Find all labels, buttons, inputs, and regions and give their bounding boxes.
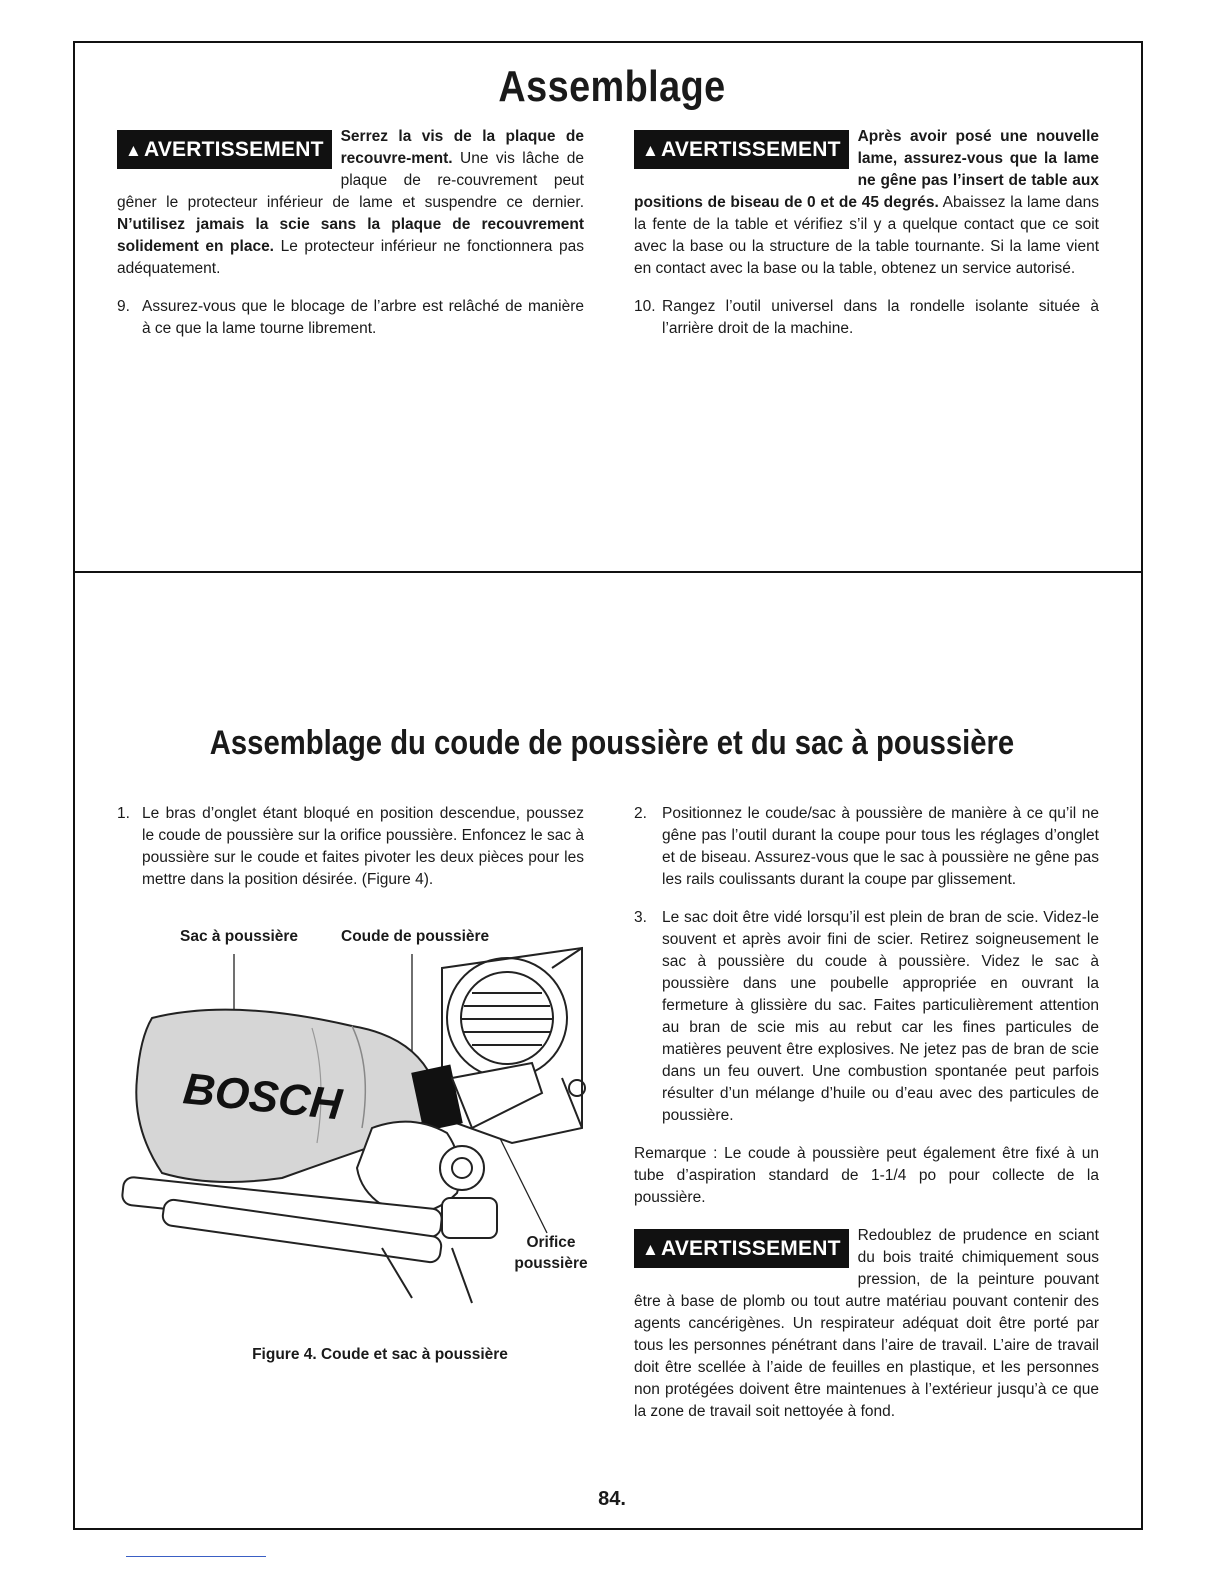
step-text: Le bras d’onglet étant bloqué en position descendue, poussez le coude de poussière sur la orifice poussière. Enfoncez le sac à poussière sur le coude et faites pivoter les deux pièces pour les mettre dans la position désirée. (Figure 4). — [142, 805, 584, 888]
warning-text: Abaissez la lame dans la fente de la table et vérifiez s’il y a quelque contact que ce soit avec la base ou la structure de la table tournante. Si la lame vient en contact avec la base ou la table, obtenez un service autorisé. — [634, 194, 1099, 277]
step-text: Assurez-vous que le blocage de l’arbre est relâché de manière à ce que la lame tourne librement. — [142, 298, 584, 337]
top-left-column — [117, 126, 584, 340]
bag-brand-text: BOSCH — [180, 1064, 345, 1130]
list-item — [117, 803, 584, 891]
warning-text: Une vis lâche de plaque de re-couvrement peut gêner le protecteur inférieur de lame et suspendre ce dernier. — [117, 150, 584, 211]
footer-line — [126, 1556, 266, 1557]
figure-caption: Figure 4. Coude et sac à poussière — [252, 1346, 508, 1363]
warning-text: Redoublez de prudence en sciant du bois traité chimiquement sous pression, de la peinture pouvant être à base de plomb ou tout autre matériau pouvant contenir des agents cancérigènes. Un respirateur adéquat doit être porté par tous les personnes pénétrant dans l’aire de travail. L’aire de travail doit être scellée à l’aide de feuilles en plastique, et les personnes non protégées doivent être maintenues à l’extérieur jusqu’à ce que la zone de travail soit nettoyée à fond. — [634, 1227, 1099, 1420]
warning-triangle-icon: ▲ — [642, 1240, 660, 1259]
figure-label-elbow: Coude de poussière — [341, 928, 490, 945]
step-number: 10. — [634, 298, 656, 315]
warning-bold-text: Serrez la vis de la plaque de recouvre-ment. — [340, 128, 584, 167]
note-paragraph: Remarque : Le coude à poussière peut également être fixé à un tube d’aspiration standard de 1-1/4 po pour collecte de la poussière. — [634, 1145, 1099, 1206]
top-right-column — [634, 126, 1099, 340]
warning-paragraph — [117, 126, 584, 280]
warning-triangle-icon: ▲ — [642, 141, 660, 160]
section-title: Assemblage du coude de poussière et du sac à poussière — [209, 724, 1015, 762]
page-number: 84. — [598, 1488, 626, 1510]
warning-badge: ▲AVERTISSEMENT — [634, 130, 849, 169]
step-number: 1. — [117, 805, 130, 822]
page-title: Assemblage — [498, 62, 726, 111]
bottom-right-column — [634, 803, 1099, 1439]
list-item — [634, 803, 1099, 891]
section-divider — [73, 571, 1143, 573]
step-number: 9. — [117, 298, 130, 315]
figure-label-port: Orifice poussière — [514, 1234, 588, 1272]
saw-motor-housing — [442, 948, 585, 1143]
dust-bag-illustration — [112, 928, 592, 1328]
warning-bold-text: N’utilisez jamais la scie sans la plaque de recouvrement solidement en place. — [117, 216, 584, 255]
warning-text: Le protecteur inférieur ne fonctionnera pas adéquatement. — [117, 238, 584, 277]
figure-label-bag: Sac à poussière — [180, 928, 299, 945]
step-text: Rangez l’outil universel dans la rondelle isolante située à l’arrière droit de la machine. — [662, 298, 1099, 337]
warning-paragraph — [634, 126, 1099, 280]
step-number: 3. — [634, 909, 647, 926]
warning-badge: ▲AVERTISSEMENT — [634, 1229, 849, 1268]
step-text: Le sac doit être vidé lorsqu’il est plein de bran de scie. Videz-le souvent et après avoir fini de scier. Retirez soigneusement le sac à poussière du coude à poussière. Videz le sac à poussière dans une poubelle appropriée en ouvrant la fermeture à glissière du sac. Faites particulièrement attention au bran de scie mis au rebut car les fines particules de matières peuvent être explosives. Ne jetez pas de bran de scie dans un feu ouvert. Une combustion spontanée peut parfois résulter d’un mélange d’huile ou d’eau avec des particules de poussière. — [662, 909, 1099, 1124]
list-item — [634, 907, 1099, 1127]
list-item — [117, 296, 584, 340]
bottom-left-column — [117, 803, 584, 891]
warning-badge: ▲AVERTISSEMENT — [117, 130, 332, 169]
step-text: Positionnez le coude/sac à poussière de manière à ce qu’il ne gêne pas l’outil durant la coupe pour tous les réglages d’onglet et de biseau. Assurez-vous que le sac à poussière ne gêne pas les rails coulissants durant la coupe par glissement. — [662, 805, 1099, 888]
list-item — [634, 296, 1099, 340]
step-number: 2. — [634, 805, 647, 822]
warning-paragraph — [634, 1225, 1099, 1423]
warning-bold-text: Après avoir posé une nouvelle lame, assurez-vous que la lame ne gêne pas l’insert de table aux positions de biseau de 0 et de 45 degrés. — [634, 128, 1099, 211]
warning-triangle-icon: ▲ — [125, 141, 143, 160]
